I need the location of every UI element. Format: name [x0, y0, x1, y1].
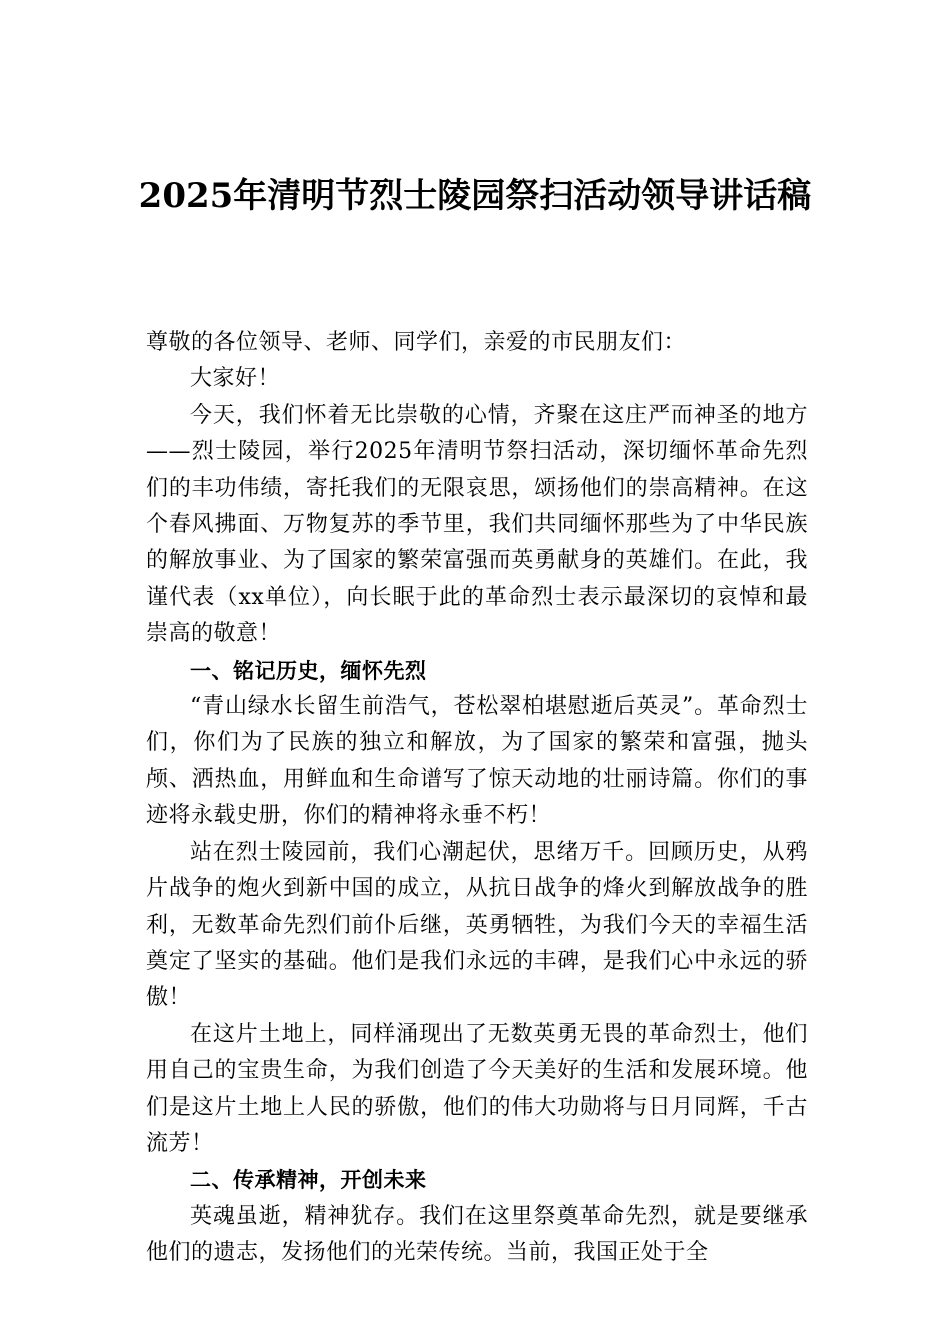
- greeting: 大家好！: [190, 366, 281, 392]
- document-title: 2025年清明节烈士陵园祭扫活动领导讲话稿: [138, 176, 812, 216]
- salutation: 尊敬的各位领导、老师、同学们，亲爱的市民朋友们：: [146, 330, 687, 355]
- paragraph: 在这片土地上，同样涌现出了无数英勇无畏的革命烈士，他们用自己的宝贵生命，为我们创造了今天美好的生活和发展环境。他们是这片土地上人民的骄傲，他们的伟大功勋将与日月同辉，千古流芳！: [146, 1021, 808, 1156]
- paragraph: 今天，我们怀着无比崇敬的心情，齐聚在这庄严而神圣的地方——烈士陵园，举行2025年清明节祭扫活动，深切缅怀革命先烈们的丰功伟绩，寄托我们的无限哀思，颂扬他们的崇高精神。在这个春风拂面、万物复苏的季节里，我们共同缅怀那些为了中华民族的解放事业、为了国家的繁荣富强而英勇献身的英雄们。在此，我谨代表（xx单位），向长眠于此的革命烈士表示最深切的哀悼和最崇高的敬意！: [146, 402, 808, 647]
- paragraph: 站在烈士陵园前，我们心潮起伏，思绪万千。回顾历史，从鸦片战争的炮火到新中国的成立，从抗日战争的烽火到解放战争的胜利，无数革命先烈们前仆后继，英勇牺牲，为我们今天的幸福生活奠定了坚实的基础。他们是我们永远的丰碑，是我们心中永远的骄傲！: [146, 839, 808, 1011]
- section-heading-1: 一、铭记历史，缅怀先烈: [190, 658, 427, 683]
- document-body: [146, 325, 808, 1272]
- paragraph: 英魂虽逝，精神犹存。我们在这里祭奠革命先烈，就是要继承他们的遗志，发扬他们的光荣传统。当前，我国正处于全: [146, 1203, 808, 1266]
- paragraph: “青山绿水长留生前浩气，苍松翠柏堪慰逝后英灵”。革命烈士们，你们为了民族的独立和解放，为了国家的繁荣和富强，抛头颅、洒热血，用鲜血和生命谱写了惊天动地的壮丽诗篇。你们的事迹将永载史册，你们的精神将永垂不朽！: [146, 694, 808, 829]
- section-heading-2: 二、传承精神，开创未来: [190, 1168, 427, 1193]
